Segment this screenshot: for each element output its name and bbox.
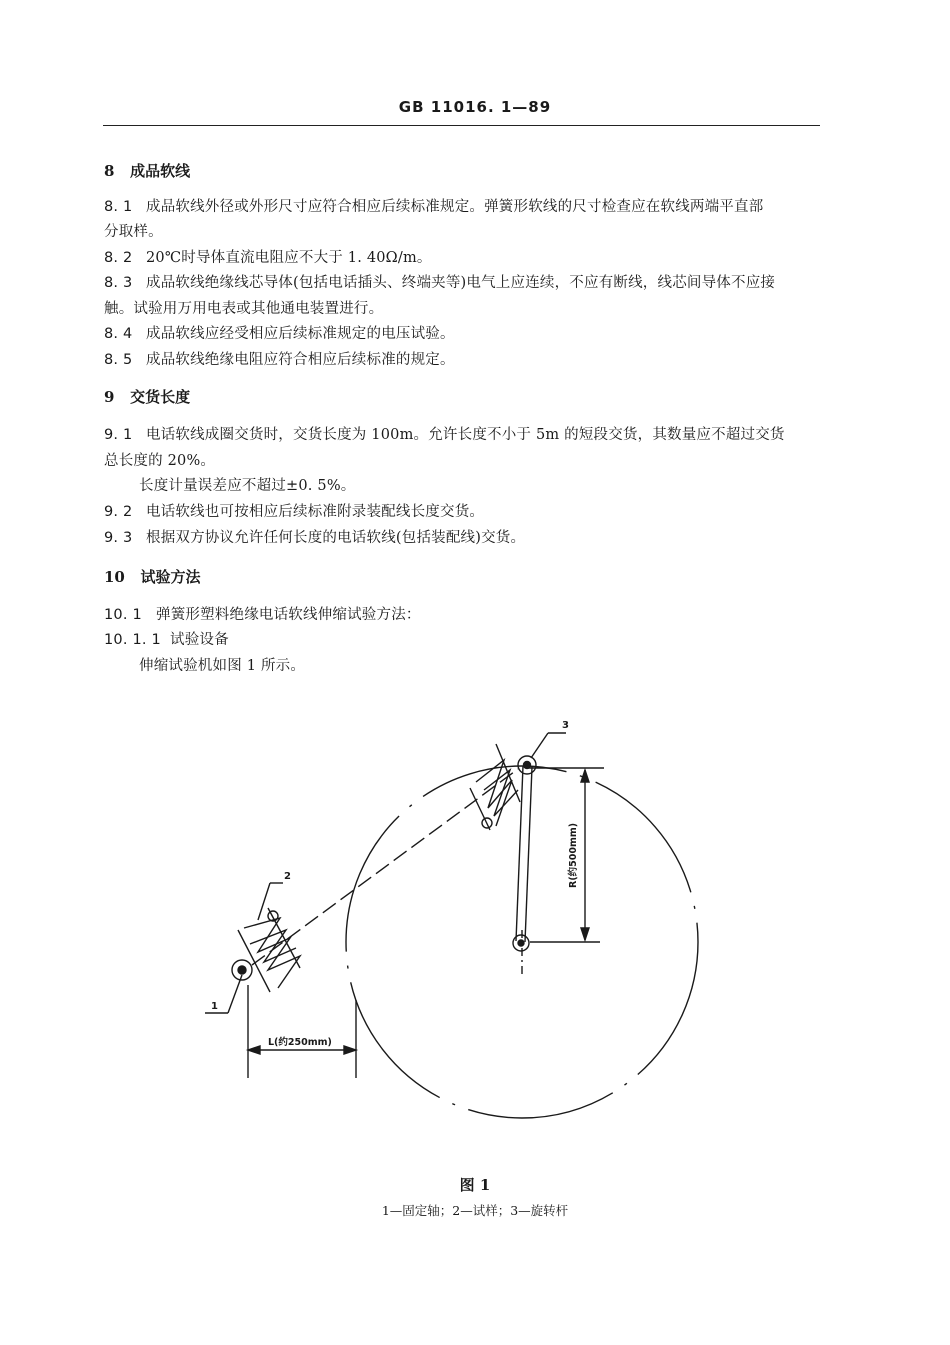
figure-legend: 1—固定轴；2—试样；3—旋转杆	[381, 1203, 569, 1218]
coil-sample-lower	[238, 908, 300, 992]
clause-8-1-cont	[104, 220, 163, 241]
clause-number: 8. 2	[104, 250, 133, 266]
callout-1-label: 1	[211, 1001, 218, 1012]
section-number: 8	[104, 162, 115, 180]
arrow-head	[248, 1046, 260, 1054]
clause-number: 10. 1. 1	[104, 632, 161, 648]
clause-10-1-1	[104, 628, 229, 649]
clause-8-3-cont	[104, 297, 383, 318]
rotating-rod-right-edge	[525, 767, 532, 942]
clause-8-5	[104, 348, 455, 369]
section-9-heading	[104, 386, 190, 407]
clause-8-3	[104, 271, 775, 292]
standard-number-header: GB 11016. 1—89	[398, 98, 552, 116]
section-10-heading	[104, 566, 201, 587]
rotating-rod-left-edge	[516, 766, 523, 941]
section-8-heading	[104, 160, 190, 181]
coil-sample-upper	[470, 744, 520, 830]
rod-center-pivot-dot	[518, 940, 524, 946]
clause-9-1-tolerance	[139, 474, 356, 495]
clause-8-1	[104, 195, 763, 216]
clause-9-2	[104, 500, 484, 521]
clause-9-3	[104, 526, 525, 547]
clause-text: 电话软线成圈交货时，交货长度为 100m。允许长度不小于 5m 的短段交货，其数量应不超过交货	[146, 427, 785, 443]
clause-text: 成品软线应经受相应后续标准规定的电压试验。	[146, 326, 455, 342]
clause-text: 弹簧形塑料绝缘电话软线伸缩试验方法：	[156, 607, 421, 623]
callout-1-leader	[228, 975, 242, 1013]
clause-text: 成品软线绝缘线芯导体(包括电话插头、终端夹等)电气上应连续，不应有断线，线芯间导体不应接	[146, 275, 776, 291]
clause-9-1	[104, 423, 785, 444]
clause-8-2	[104, 246, 432, 267]
callout-3-label: 3	[562, 720, 569, 731]
clause-8-4	[104, 322, 455, 343]
callout-3-leader	[531, 733, 548, 758]
section-title: 试验方法	[140, 568, 201, 586]
clause-text: 触。试验用万用电表或其他通电装置进行。	[104, 301, 384, 317]
clause-text: 根据双方协议允许任何长度的电话软线(包括装配线)交货。	[146, 530, 526, 546]
clause-text: 试验设备	[170, 632, 229, 648]
clause-10-1	[104, 603, 421, 624]
clause-number: 9. 1	[104, 427, 133, 443]
clause-number: 9. 2	[104, 504, 133, 520]
clause-number: 8. 3	[104, 275, 133, 291]
clause-number: 8. 1	[104, 199, 133, 215]
figure-1-diagram	[0, 690, 950, 1140]
section-number: 9	[104, 388, 115, 406]
arrow-head	[581, 928, 589, 940]
clause-text: 伸缩试验机如图 1 所示。	[139, 658, 306, 674]
fixed-shaft-dot	[238, 966, 246, 974]
section-number: 10	[104, 568, 125, 586]
section-title: 成品软线	[130, 162, 191, 180]
clause-text: 成品软线绝缘电阻应符合相应后续标准的规定。	[146, 352, 455, 368]
clause-text: 分取样。	[104, 224, 163, 240]
sample-cord-centerline	[252, 769, 518, 965]
arrow-head	[344, 1046, 356, 1054]
clause-text: 20℃时导体直流电阻应不大于 1. 40Ω/m。	[146, 250, 432, 266]
rod-top-pivot-dot	[524, 762, 531, 769]
clause-9-1-cont	[104, 449, 215, 470]
clause-number: 8. 4	[104, 326, 133, 342]
clause-number: 10. 1	[104, 607, 142, 623]
header-rule	[103, 125, 820, 126]
clause-text: 电话软线也可按相应后续标准附录装配线长度交货。	[146, 504, 485, 520]
callout-2-label: 2	[284, 871, 291, 882]
figure-title: 图 1	[459, 1176, 491, 1194]
clause-10-1-1-desc	[139, 654, 305, 675]
clause-text: 成品软线外径或外形尺寸应符合相应后续标准规定。弹簧形软线的尺寸检查应在软线两端平直部	[146, 199, 764, 215]
clause-number: 8. 5	[104, 352, 133, 368]
dimension-L-label: L(约250mm)	[268, 1037, 332, 1048]
clause-text: 总长度的 20%。	[104, 453, 216, 469]
clause-number: 9. 3	[104, 530, 133, 546]
dimension-R-label: R(约500mm)	[568, 822, 579, 888]
clause-text: 长度计量误差应不超过±0. 5%。	[139, 478, 356, 494]
section-title: 交货长度	[130, 388, 191, 406]
